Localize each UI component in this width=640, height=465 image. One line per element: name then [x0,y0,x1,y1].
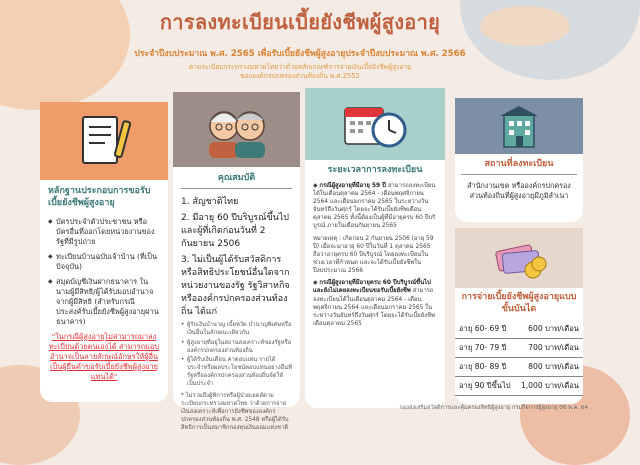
regulation-note [0,63,600,81]
list-item: 3. ไม่เป็นผู้ได้รับสวัสดิการหรือสิทธิประโยชน์อื่นใดจากหน่วยงานของรัฐ รัฐวิสาหกิจ หรือองค์กรปกครองส่วนท้องถิ่น ได้แก่ [181,254,290,318]
monthly-amount: 1,000 บาท/เดือน [516,377,583,396]
allowance-rates-title: การจ่ายเบี้ยยังชีพผู้สูงอายุแบบขั้นบันได [461,292,577,314]
monthly-amount: 600 บาท/เดือน [516,320,583,339]
table-row [455,377,583,396]
qualifications-title: คุณสมบัติ [181,173,292,189]
documents-list [48,217,160,327]
documents-body [40,213,168,386]
list-item: 2. มีอายุ 60 ปีบริบูรณ์ขึ้นไป และผู้ที่เกิดก่อนวันที่ 2 กันยายน 2506 [181,212,289,249]
table-row [455,339,583,358]
list-item: 1. สัญชาติไทย [181,196,239,207]
remark-paragraph: หมายเหตุ : เกิดก่อน 2 กันยายน 2506 (อายุ 59 ปี) เมื่อจะมาอายุ 60 ปีในวันที่ 1 ตุลาคม 2565 ถือว่าอายุครบ 60 ปีบริบูรณ์ โดยลงทะเบียนในช่วงเวลาที่กำหนด และจะได้รับเบี้ยยังชีพในปีงบประมาณ 2566 [313,235,434,275]
money-icon [489,234,549,282]
registration-period-card [305,88,445,408]
list-item: • ผู้รับเงินบำนาญ เบี้ยหวัด บำนาญพิเศษหรือเงินอื่นในลักษณะเดียวกัน [181,322,292,338]
building-icon [494,103,544,149]
regulation-line: ตามระเบียบกระทรวงมหาดไทยว่าด้วยหลักเกณฑ์การจ่ายเงินเบี้ยยังชีพผู้สูงอายุ [188,63,412,71]
registration-place-card [455,98,583,222]
page-subtitle: ประจำปีงบประมาณ พ.ศ. 2565 เพื่อรับเบี้ยยังชีพผู้สูงอายุประจำปีงบประมาณ พ.ศ. 2566 [134,49,466,59]
header [0,6,600,81]
elderly-couple-illustration [173,92,300,167]
documents-illustration [40,102,168,180]
age-59-text: สามารถลงทะเบียนได้ในเดือนตุลาคม 2564 - เดือนพฤศจิกายน 2564 และเดือนมกราคม 2565 ในระหว่างวันจันทร์ถึงวันศุกร์ โดยจะได้รับเบี้ยยังชีพเดือนตุลาคม 2565 ทั้งนี้ต้องเป็นผู้ที่มีอายุครบ 60 ปีบริบูรณ์ ภายในเดือนกันยายน 2565 [313,182,436,230]
list-item: ◆ บัตรประจำตัวประชาชน หรือบัตรอื่นที่ออกโดยหน่วยงานของรัฐที่มีรูปถ่าย [48,217,160,247]
footer-credit: กองส่งเสริมสวัสดิการและคุ้มครองสิทธิผู้สูงอายุ กรมกิจการผู้สูงอายุ 06 พ.ค. 64 [399,405,588,411]
age-range: อายุ 60- 69 ปี [455,320,516,339]
allowance-rates-card [455,228,583,404]
list-item: • ผู้ได้รับเงินเดือน ค่าตอบแทน รายได้ประจำหรือผลประโยชน์ตอบแทนอย่างอื่นที่รัฐหรือองค์กรปกครองส่วนท้องถิ่นจัดให้เป็นประจำ [181,357,292,388]
proxy-note: "ในกรณีผู้สูงอายุไม่สามารถมาลงทะเบียนด้วยตนเองได้ สามารถมอบอำนาจเป็นลายลักษณ์อักษรให้ผู้อื่นเป็นผู้ยื่นคำขอรับเบี้ยยังชีพผู้สูงอายุแทนได้" [48,332,160,382]
registration-place-title: สถานที่ลงทะเบียน [461,159,577,175]
registration-period-header [305,160,445,180]
age-range: อายุ 80- 89 ปี [455,358,516,377]
list-item: ◆ ทะเบียนบ้านฉบับเจ้าบ้าน (ที่เป็นปัจจุบัน) [48,252,160,272]
regulation-line: ขององค์กรปกครองส่วนท้องถิ่น พ.ศ.2552 [240,72,360,81]
age-59-heading: กรณีผู้สูงอายุที่มีอายุ 59 ปี [319,182,386,189]
page-title: การลงทะเบียนเบี้ยยังชีพผู้สูงอายุ [159,10,441,34]
qualifications-card [173,92,300,432]
rates-table [455,320,583,396]
age-60-paragraph: ◆ กรณีผู้สูงอายุที่มีอายุครบ 60 ปีบริบูรณ์ขึ้นไป และยังไม่เคยลงทะเบียนขอรับเบี้ยยังชีพ สามารถลงทะเบียนได้ในเดือนตุลาคม 2564 - เดือนพฤศจิกายน 2564 และเดือนมกราคม 2565 ในระหว่างวันจันทร์ถึงวันศุกร์ โดยจะได้รับเบี้ยยังชีพเดือนตุลาคม 2565 [313,280,435,327]
registration-period-title: ระยะเวลาการลงทะเบียน [327,165,423,175]
registration-period-body [305,180,445,334]
documents-title: หลักฐานประกอบการขอรับเบี้ยยังชีพผู้สูงอายุ [48,186,151,208]
monthly-amount: 700 บาท/เดือน [516,339,583,358]
list-item: • ผู้สูงอายุที่อยู่ในสถานสงเคราะห์ของรัฐหรือองค์กรปกครองส่วนท้องถิ่น [181,340,292,356]
qualifications-body [173,192,300,436]
age-59-paragraph: ◆ กรณีผู้สูงอายุที่มีอายุ 59 ปี สามารถลงทะเบียนได้ในเดือนตุลาคม 2564 - เดือนพฤศจิกายน 2564 และเดือนมกราคม 2565 ในระหว่างวันจันทร์ถึงวันศุกร์ โดยจะได้รับเบี้ยยังชีพเดือนตุลาคม 2565 ทั้งนี้ต้องเป็นผู้ที่มีอายุครบ 60 ปีบริบูรณ์ ภายในเดือนกันยายน 2565 [313,182,436,230]
qualifications-list [181,196,292,319]
monthly-amount: 800 บาท/เดือน [516,358,583,377]
documents-header [40,180,168,213]
list-item: ◆ สมุดบัญชีเงินฝากธนาคาร ในนามผู้มีสิทธิ/ผู้ได้รับมอบอำนาจจากผู้มีสิทธิ (สำหรับกรณีประสงค์รับเบี้ยยังชีพผู้สูงอายุผ่านธนาคาร) [48,277,160,327]
documents-card [40,102,168,402]
registration-place-header [455,154,583,178]
age-range: อายุ 90 ปีขึ้นไป [455,377,516,396]
registration-place-text: สำนักงานเขต หรือองค์กรปกครองส่วนท้องถิ่นที่ผู้สูงอายุมีภูมิลำเนา [467,180,571,200]
age-60-heading: กรณีผู้สูงอายุที่มีอายุครบ 60 ปีบริบูรณ์ขึ้นไป และยังไม่เคยลงทะเบียนขอรับเบี้ยยังชีพ [313,280,431,295]
qualifications-header [173,167,300,192]
money-illustration [455,228,583,288]
calendar-clock-illustration [305,88,445,160]
elderly-couple-icon [197,100,277,160]
calendar-clock-icon [335,94,415,154]
exception-note: * ไม่รวมถึงผู้พิการหรือผู้ป่วยเอดส์ตามระเบียบกระทรวงมหาดไทย ว่าด้วยการจ่ายเงินสงเคราะห์เพื่อการยังชีพขององค์กรปกครองส่วนท้องถิ่น พ.ศ. 2548 หรือผู้ได้รับสิทธิการเป็นสมาชิกกองทุนเงินออมแห่งชาติ [181,392,289,432]
building-illustration [455,98,583,154]
allowance-rates-header [455,288,583,318]
age-range: อายุ 70- 79 ปี [455,339,516,358]
exclusion-list [181,322,292,389]
table-row [455,320,583,339]
table-row [455,358,583,377]
document-pen-icon [69,111,139,171]
age-60-text: สามารถลงทะเบียนได้ในเดือนตุลาคม 2564 - เดือนพฤศจิกายน 2564 และเดือนมกราคม 2565 ในระหว่างวันจันทร์ถึงวันศุกร์ โดยจะได้รับเบี้ยยังชีพเดือนตุลาคม 2565 [313,288,435,327]
